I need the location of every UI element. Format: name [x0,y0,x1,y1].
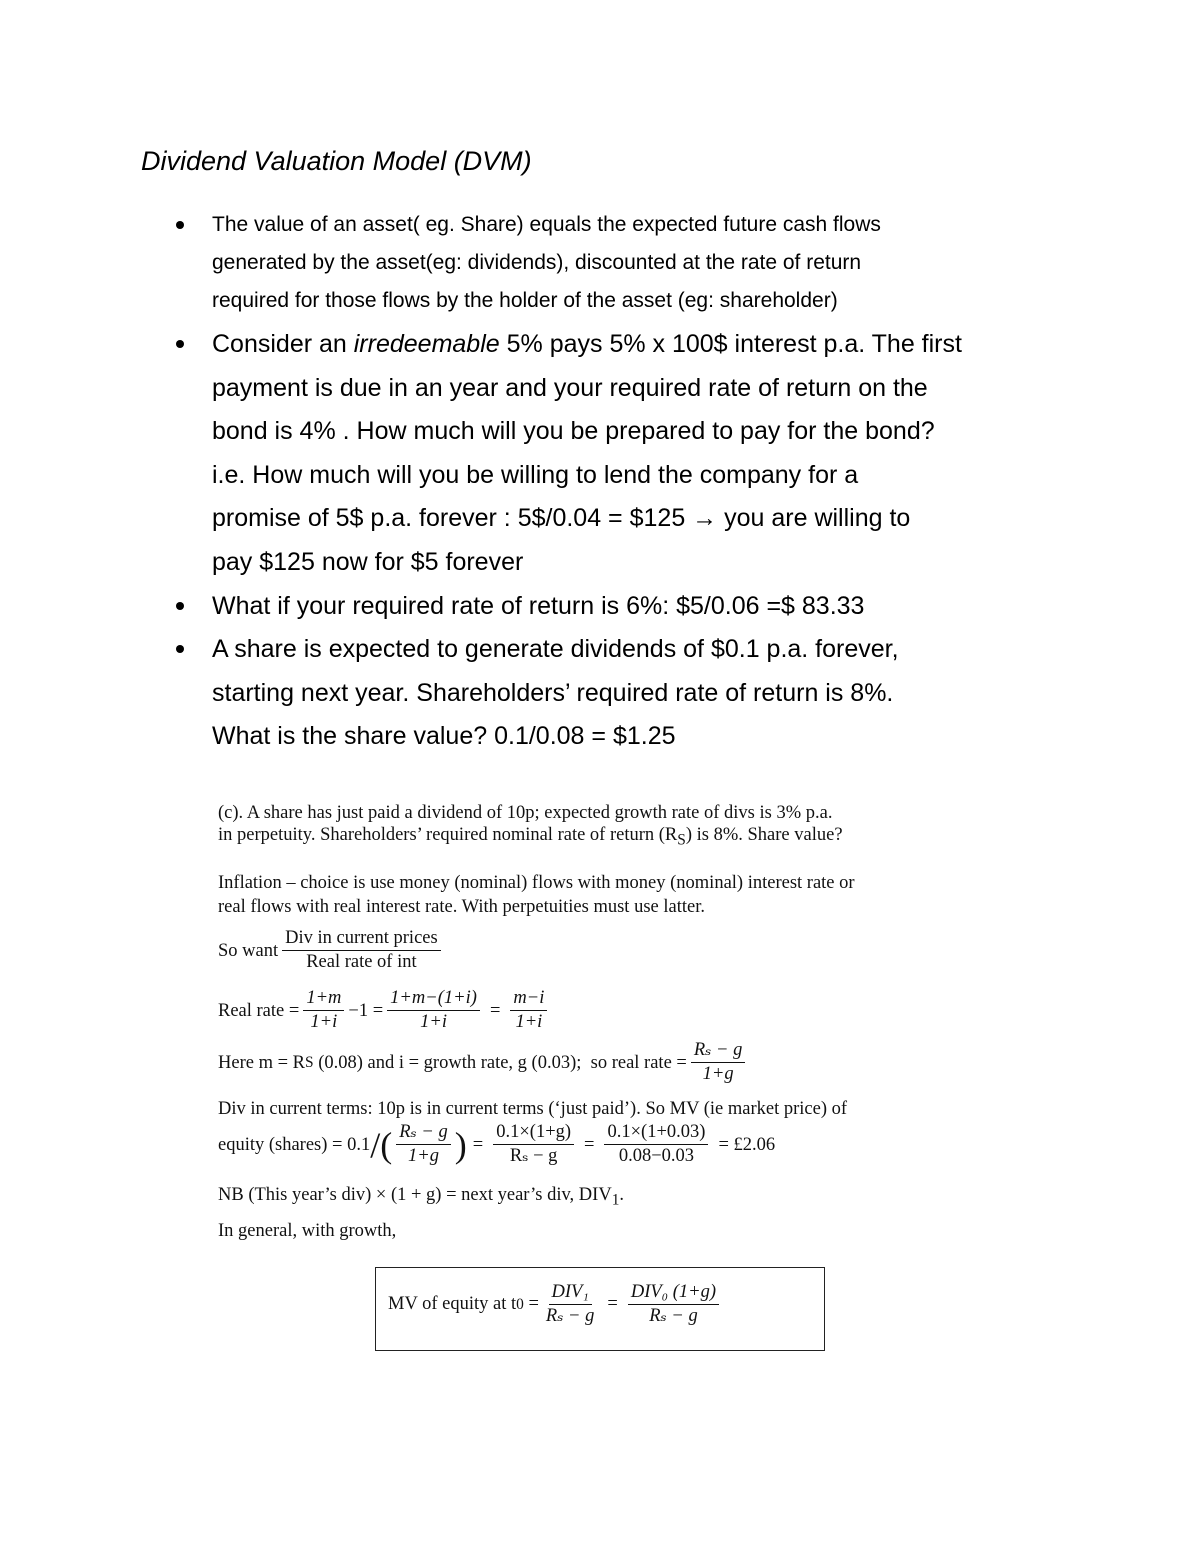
subscript: S [304,1053,314,1071]
fraction [510,988,547,1033]
denominator: 1+i [515,1012,543,1032]
so-want-label: So want [218,940,279,961]
fraction [691,1040,746,1085]
div-current-terms: Div in current terms: 10p is in current terms (‘just paid’). So MV (ie market price) of [218,1099,848,1119]
nb-note [218,1184,624,1212]
text-line [212,323,1074,367]
bullet-dot [176,340,184,348]
numerator: 0.1×(1+g) [493,1122,574,1145]
text-line: The value of an asset( eg. Share) equals the expected future cash flows [212,213,881,236]
denominator: 1+g [408,1146,439,1166]
bullet-dot [176,221,184,229]
subscript: 1 [611,1191,620,1209]
bullet-irredeemable-bond [174,323,1074,585]
subscript: S [677,831,686,849]
operator: −1 = [348,1000,384,1021]
inflation-line1: Inflation – choice is use money (nominal) flows with money (nominal) interest rate or [218,873,855,893]
example-c-line1: (c). A share has just paid a dividend of 10p; expected growth rate of divs is 3% p.a. [218,803,833,823]
real-rate-label: Real rate = [218,1000,300,1021]
fraction [604,1122,708,1167]
text-line: What if your required rate of return is 6%: $5/0.06 =$ 83.33 [212,591,865,620]
text-segment: . [619,1185,625,1205]
text-line: bond is 4% . How much will you be prepared to pay for the bond? [212,417,935,446]
fraction [396,1122,451,1167]
here-formula [218,1040,749,1085]
denominator: 1+i [420,1012,447,1032]
denominator: Rₛ − g [545,1306,595,1326]
emphasis-irredeemable: irredeemable [353,330,500,358]
numerator: Rₛ − g [396,1122,451,1145]
result: = £2.06 [718,1134,776,1155]
bullet-dot [176,602,184,610]
denominator: Rₛ − g [649,1306,698,1326]
bullet-list [174,206,1074,759]
inflation-line2: real flows with real interest rate. With perpetuities must use latter. [218,897,705,917]
numerator: m−i [510,988,547,1011]
text-segment: Consider an [212,330,354,358]
text-line: promise of 5$ p.a. forever : 5$/0.04 = $125 → you are willing to [212,504,911,533]
denominator: 1+g [702,1064,734,1084]
close-paren: ) [454,1124,467,1165]
text-line: starting next year. Shareholders’ required rate of return is 8%. [212,678,894,707]
fraction [387,988,480,1033]
text-segment: in perpetuity. Shareholders’ required nominal rate of return (R [218,825,678,845]
operator: = [584,1134,595,1155]
mv-equity-formula [388,1282,723,1327]
text-segment: NB (This year’s div) × (1 + g) = next year’s div, DIV [218,1185,612,1205]
fraction [628,1282,719,1327]
text-segment: MV of equity at t [388,1294,517,1314]
bullet-share-value [174,628,1074,759]
bullet-asset-value [174,206,1074,320]
text-segment: ) is 8%. Share value? [685,825,843,845]
fraction [282,928,441,973]
real-rate-formula [218,988,551,1033]
denominator: 0.08−0.03 [618,1146,695,1166]
operator: = [489,1000,501,1021]
text-line: required for those flows by the holder of the asset (eg: shareholder) [212,289,838,312]
text-segment: 5% pays 5% x 100$ interest p.a. The first [499,330,962,358]
page-title: Dividend Valuation Model (DVM) [141,146,532,176]
operator: = [607,1294,618,1314]
fraction [303,988,344,1033]
fraction [543,1282,598,1327]
text-line: i.e. How much will you be willing to lend the company for a [212,460,859,489]
so-want-formula [218,928,445,973]
bullet-required-rate-6 [174,585,1074,629]
open-paren: ( [380,1124,393,1165]
fraction [493,1122,574,1167]
equity-formula [218,1122,781,1167]
operator: = [472,1134,484,1155]
text-segment: equity (shares) = 0.1 [218,1134,371,1155]
text-line: What is the share value? 0.1/0.08 = $1.25 [212,722,676,751]
numerator: DIV₁ [549,1282,592,1305]
numerator: 1+m [303,988,344,1011]
numerator: Div in current prices [282,928,441,951]
text-line: payment is due in an year and your required rate of return on the [212,373,928,402]
denominator: Real rate of int [306,952,417,972]
example-c-line2 [218,824,843,852]
text-segment: (0.08) and i = growth rate, g (0.03); so real rate = [313,1052,687,1073]
numerator: DIV₀ (1+g) [628,1282,719,1305]
text-segment: Here m = R [218,1052,305,1073]
text-line: generated by the asset(eg: dividends), discounted at the rate of return [212,251,862,274]
slash: / [370,1124,381,1165]
numerator: Rₛ − g [691,1040,746,1063]
subscript: 0 [516,1295,524,1313]
mv-equity-formula-box [375,1267,825,1351]
denominator: Rₛ − g [509,1146,558,1166]
numerator: 1+m−(1+i) [387,988,480,1011]
denominator: 1+i [310,1012,338,1032]
bullet-dot [176,645,184,653]
numerator: 0.1×(1+0.03) [604,1122,708,1145]
general-note: In general, with growth, [218,1221,397,1241]
text-segment: = [523,1294,539,1314]
text-line: A share is expected to generate dividends of $0.1 p.a. forever, [212,635,899,664]
text-line: pay $125 now for $5 forever [212,547,524,576]
